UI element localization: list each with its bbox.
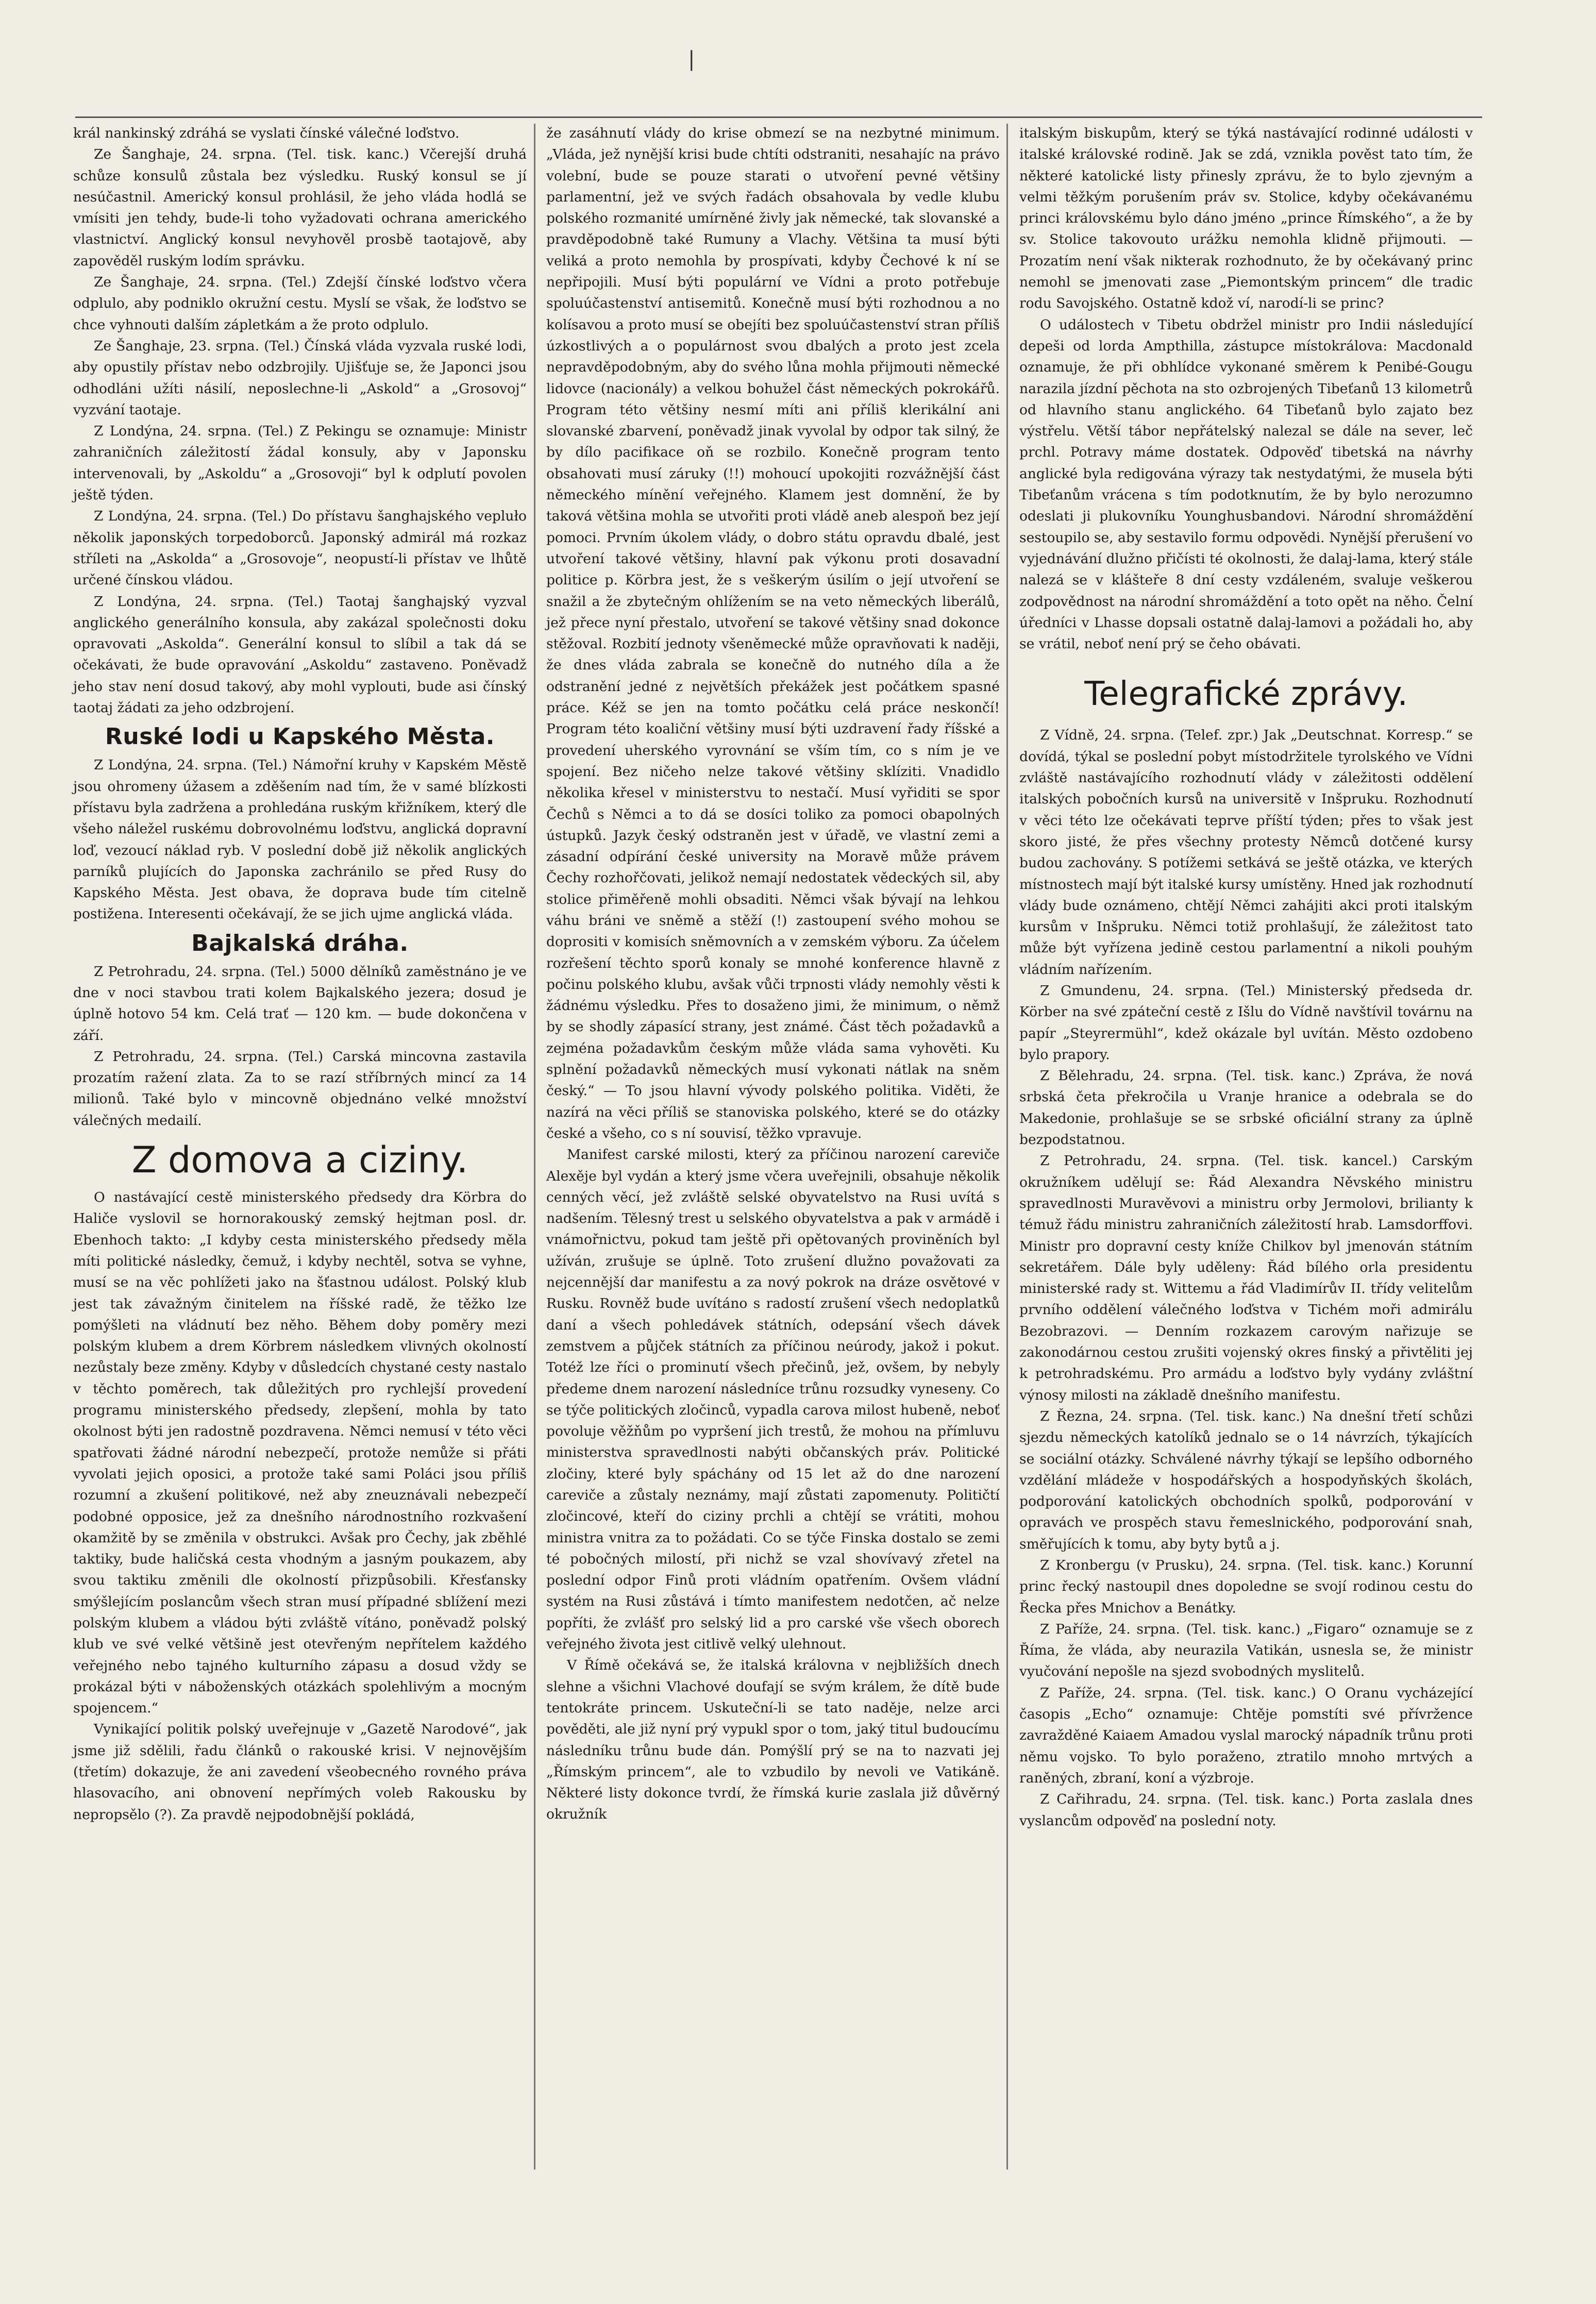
column-divider [1006,124,1008,2170]
article-paragraph: Ze Šanghaje, 24. srpna. (Tel. tisk. kanc.) Včerejší druhá schůze konsulů zůstala bez výsledku. Ruský konsul se jí nesúčastnil. Americký konsul prohlásil, že jeho vláda hodlá se vmísiti jen tehdy, bude-li toho vyžadovati ochrana amerického vlastnictví. Anglický konsul nevyhověl prosbě taotajově, aby zapověděl ruským lodím správku. [73,146,527,269]
article-paragraph: Manifest carské milosti, který za příčinou narození careviče Alexěje byl vydán a který jsme včera uveřejnili, obsahuje několik cenných věcí, jež zvláště selské obyvatelstvo na Rusi uvítá s nadšením. Tělesný trest u selského obyvatelstva a pak v armádě i vnámořnictvu, pokud tam ještě při opětovaných proviněních byl užíván, zrušuje se úplně. Toto zrušení dlužno považovati za nejcennější dar manifestu a za nový pokrok na dráze osvětové v Rusku. Rovněž bude uvítáno s radostí zrušení všech nedoplatků daní a všech pohledávek státních, odepsání všech dávek zemstvem a půjček státních za příčinou neúrody, jakož i pokut. Totéž lze říci o prominutí všech přečinů, jež, ovšem, by nebyly předeme dnem narození následníce trůnu rozsudky vyneseny. Co se týče politických zločinců, vypadla carova milost hubeně, neboť povoluje věžňům po vypršení jich trestů, že mohou na přímluvu ministerstva spravedlnosti nabýti občanských práv. Politické zločiny, které byly spáchány od 15 let až do dne narození careviče a zůstaly neznámy, mají zůstati zapomenuty. Političtí zločincové, kteří do ciziny prchli a chtějí se vrátiti, mohou ministra vnitra za to požádati. Co se týče Finska dostalo se zemi té pobočných milostí, při nichž se vzal shovívavý zřetel na poslední odpor Finů proti vládním opatřením. Ovšem vládní systém na Rusi zůstává i tímto manifestem nedotčen, ač nelze popříti, že zvlášť pro selský lid a pro carské vše všech oborech veřejného života jest citlivě velký ulehnout. [546,1147,1000,1653]
article-paragraph: Z Bělehradu, 24. srpna. (Tel. tisk. kanc.) Zpráva, že nová srbská četa překročila u Vranje hranice a odebrala se do Makedonie, prohlašuje se se srbské oficiální strany za úplně bezpodstatnou. [1019,1068,1473,1148]
article-paragraph: Z Cařihradu, 24. srpna. (Tel. tisk. kanc.) Porta zaslala dnes vyslancům odpověď na poslední noty. [1019,1791,1473,1829]
column-3 [1019,123,1473,1831]
article-paragraph: Ze Šanghaje, 23. srpna. (Tel.) Čínská vláda vyzvala ruské lodi, aby opustily přístav nebo odzbrojily. Ujišťuje se, že Japonci jsou odhodláni užíti násilí, neposlechne-li „Askold“ a „Grosovoj“ vyzvání taotaje. [73,338,527,418]
header-rule [75,116,1482,118]
article-paragraph: Z Vídně, 24. srpna. (Telef. zpr.) Jak „Deutschnat. Korresp.“ se dovídá, týkal se poslední pobyt místodržitele tyrolského ve Vídni zvláště nastávajícího rozhodnutí vlády v záležitosti oddělení italských pobočních kursů na universitě v Inšpruku. Rozhodnutí v věci této lze očekávati teprve příští týden; přes to však jest skoro jisté, že přes všechny protesty Němců dotčené kursy budou zachovány. S potížemi setkává se ještě otázka, ve kterých místnostech mají být italské kursy umístěny. Hned jak rozhodnutí vlády bude oznámeno, chtějí Němci zahájiti akci proti italským kursům v Inšpruku. Němci totiž prohlašují, že záležitost tato může být vyřízena jedině cestou parlamentní a nikoli pouhým vládním nařízením. [1019,727,1473,978]
article-paragraph: Z Gmundenu, 24. srpna. (Tel.) Ministerský předseda dr. Körber na své zpáteční cestě z Išlu do Vídně navštívil továrnu na papír „Steyrermühl“, kdež okázale byl uvítán. Město ozdobeno bylo prapory. [1019,982,1473,1063]
section-title: Z domova a ciziny. [131,1139,468,1182]
article-paragraph: Z Petrohradu, 24. srpna. (Tel. tisk. kancel.) Carským okružníkem udělují se: Řád Alexandra Něvského ministru spravedlnosti Muravěvovi a ministru orby Jermolovi, brilianty k témuž řádu ministru zahraničních záležitostí hrab. Lamsdorffovi. Ministr pro dopravní cesty kníže Chilkov byl jmenován státním sekretářem. Dále byly uděleny: Řád bílého orla presidentu ministerské rady st. Wittemu a řád Vladimírův II. třídy velitelům prvního oddělení válečného loďstva v Tichém moři admirálu Bezobrazovi. — Denním rozkazem carovým nařizuje se zakonodárnou cestou zrušiti vojenský okres finský a přivtěliti jej k petrohradskému. Pro armádu a loďstvo byly vydány zvláštní výnosy milosti na základě dnešního manifestu. [1019,1153,1473,1403]
article-paragraph: Z Petrohradu, 24. srpna. (Tel.) 5000 dělníků zaměstnáno je ve dne v noci stavbou trati kolem Bajkalského jezera; dosud je úplně hotovo 54 km. Celá trať — 120 km. — bude dokončena v září. [73,963,527,1044]
section-title: Telegrafické zprávy. [1084,675,1408,714]
column-1 [73,123,527,1825]
article-paragraph: italským biskupům, který se týká nastávající rodinné události v italské královské rodině. Jak se zdá, vznikla pověst tato tím, že některé katolické listy přinesly zprávu, že to bylo zjevným a velmi těžkým porušením práv sv. Stolice, kdyby očekávanému princi královskému bylo dáno jméno „prince Římského“, a že by sv. Stolice takovouto urážku nemohla klidně přijmouti. — Prozatím není však nikterak rozhodnuto, že by očekávaný princ nemohl se jmenovati zase „Piemontským princem“ dle tradic rodu Savojského. Ostatně kdož ví, narodí-li se princ? [1019,125,1473,312]
column-divider [534,124,535,2170]
article-paragraph: král nankinský zdráhá se vyslati čínské válečné loďstvo. [73,125,460,141]
article-paragraph: že zasáhnutí vlády do krise obmezí se na nezbytné minimum. „Vláda, jež nynější krisi bude chtíti odstraniti, nesahajíc na právo volební, bude se pouze starati o utvoření pevné většiny parlamentní, jež ve svých řadách obsahovala by vedle klubu polského rozmanité umírněné živly jak německé, tak slovanské a pravděpodobně také Rumuny a Vlachy. Většina ta musí býti veliká a proto nemohla by prospívati, kdyby Čechové k ní se nepřipojili. Musí býti populární ve Vídni a proto potřebuje spoluúčastenství antisemitů. Konečně musí býti rozhodnou a no kolísavou a proto musí se obejíti bez spoluúčastenství stran příliš úzkostlivých a o populárnost svou dbalých a proto jest zcela nepravděpodobným, aby do svého lůna mohla přijmouti německé lidovce (nacionály) a velkou bohužel část německých pokrokářů. Program této většiny nesmí míti ani příliš klerikální ani slovanské zbarvení, poněvadž jinak vyvolal by odpor tak silný, že by dílo pacifikace oň se rozbilo. Konečně program tento obsahovati musí záruky (!!) mohoucí upokojiti rozvážnější část německého mínění veřejného. Klamem jest domnění, že by taková většina mohla se utvořiti proti vládě aneb alespoň bez její pomoci. Prvním úkolem vlády, o dobro státu opravdu dbalé, jest utvoření takové většiny, hlavní pak výkonu proti dosavadní politice p. Körbra jest, že s veškerým úsilím o její utvoření se snažil a že zbytečným ohlížením se na veto německých liberálů, jež přece nyní přestalo, utvoření se takové většiny snad dokonce stěžoval. Rozbití jednoty všeněmecké může opravňovati k naději, že dnes vláda zabrala se konečně do nutného díla a že odstranění jedné z největších překážek jest počátkem spasné práce. Kéž se jen na tomto počátku celá práce neskončí! Program této koaliční většiny musí býti uzdravení řady říšské a provedení uherského vyrovnání se vším tím, co s ním je ve spojení. Bez ničeho nelze takové většiny sklíziti. Vnadidlo několika křesel v ministerstvu to nestačí. Musí vyřiditi se spor Čechů s Němci a to dá se dosíci toliko za pomoci obapolných ústupků. Jazyk český odstraněn jest v úřadě, ve vlastní zemi a zásadní odpírání české university na Moravě může právem Čechy rozhořčovati, jelikož nemají nedostatek vědeckých sil, aby stolice přiměřeně mohli obsaditi. Němci však bývají na lehkou váhu bráni ve sněmě a stěží (!) zastoupení svého mohou se doprositi v komisích sněmovních a v zemském výboru. Za účelem rozřešení těchto sporů konaly se mnohé konference hlavně z počinu polského klubu, avšak vůči trpnosti vlády nemohly věsti k žádnému výsledku. Přes to dosaženo jimi, že minimum, o němž by se shodly zápasící strany, jest známé. Část těch požadavků a zejména požadavkům českým může vláda sama vyhověti. Ku splnění požadavků německých musí vykonati nátlak na sněm český.“ — To jsou hlavní vývody polského politika. Viděti, že nazírá na věci příliš se stanoviska polského, které se do otázky české a všeho, co s ní souvisí, těžko vpravuje. [546,125,1000,1141]
article-paragraph: O událostech v Tibetu obdržel ministr pro Indii následující depeši od lorda Ampthilla, zástupce místokrálova: Macdonald oznamuje, že při obhlídce vykonané směrem k Penibé-Gougu narazila jízdní pěchota na sto ozbrojených Tibeťanů 13 kilometrů od hlavního stanu anglického. 64 Tibeťanů bylo zajato bez výstřelu. Větší tábor nepřátelský nalezal se dále na sever, leč prchl. Potravy máme dostatek. Odpověď tibetská na návrhy anglické byla redigována výrazy tak nestydatými, že musela býti Tibeťanům vrácena s tím podotknutím, že by bylo nerozumno odeslati ji plukovníku Younghusbandovi. Národní shromáždění sestoupilo se, aby sestavilo formu odpovědi. Nynější přerušení vo vyjednávání dlužno přičísti té okolnosti, že dalaj-lama, který stále nalezá se v klášteře 8 dní cesty vzdáleném, svaluje veškerou zodpovědnost na národní shromáždění a toto opět na něho. Čelní úředníci v Lhasse dopsali ostatně dalaj-lamovi a požádali ho, aby se vrátil, neboť není prý se čeho obávati. [1019,316,1473,652]
article-paragraph: O nastávající cestě ministerského předsedy dra Körbra do Haliče vyslovil se hornorakouský zemský hejtman posl. dr. Ebenhoch takto: „I kdyby cesta ministerského předsedy měla míti politické následky, čemuž, i kdyby nechtěl, sotva se vyhne, musí se na věc pohlížeti jako na šťastnou událost. Polský klub jest tak závažným činitelem na říšské radě, že těžko lze pomýšleti na vládnutí bez něho. Během doby poměry mezi polským klubem a drem Körbrem následkem vlivných okolností nezůstaly beze změny. Kdyby v důsledcích chystané cesty nastalo v těchto poměrech, tak důležitých pro rychlejší provedení programu ministerského předsedy, zlepšení, mohla by tato okolnost býti jen radostně pozdravena. Němci nemusí v této věci spatřovati žádné národní nebezpečí, protože nemůže si přáti vyvolati jejich oposici, a protože také sami Poláci jsou příliš rozumní a zkušení politikové, než aby zneuznávali nebezpečí podobné opposice, jež za dnešního národnostního rozkvašení okamžitě by se změnila v obstrukci. Avšak pro Čechy, jak zběhlé taktiky, bude haličská cesta vhodným a jasným poukazem, aby svou taktiku změnili dle okolností přizpůsobili. Křesťansky smýšlejícím poslancům všech stran musí případné sblížení mezi polským klubem a vládou býti zvláště vítáno, poněvadž polský klub ve své velké většině jest otevřeným nepřítelem každého veřejného nebo tajného kulturního zápasu a dosud vždy se prokázal býti v náboženských otázkách spolehlivým a mocným spojencem.“ [73,1189,527,1717]
article-paragraph: Z Londýna, 24. srpna. (Tel.) Z Pekingu se oznamuje: Ministr zahraničních záležitostí žádal konsuly, aby v Japonsku intervenovali, by „Askoldu“ a „Grosovoji“ byl k odplutí povolen ještě týden. [73,423,527,503]
article-paragraph: Z Londýna, 24. srpna. (Tel.) Do přístavu šanghajského vepluło několik japonských torpedoborců. Japonský admirál má rozkaz stříleti na „Askolda“ a „Grosovoje“, neopustí-li přístav ve lhůtě určené čínskou vládou. [73,508,527,588]
article-paragraph: Vynikající politik polský uveřejnuje v „Gazetě Narodové“, jak jsme již sdělili, řadu článků o rakouské krisi. V nejnovějším (třetím) dokazuje, že ani zavedení všeobecného rovného práva hlasovacího, ani obnovení nepřímých voleb Rakousku by nepropsělo (?). Za pravdě nejpodobnější pokládá, [73,1721,527,1823]
section-heading: Ruské lodi u Kapského Města. [105,724,495,750]
column-2 [546,123,1000,1825]
article-paragraph: Z Paříže, 24. srpna. (Tel. tisk. kanc.) O Oranu vycházející časopis „Echo“ oznamuje: Chtěje pomstíti své přívržence zavražděné Kaiaem Amadou vyslal marocký nápadník trůnu proti němu vojsko. To bylo poraženo, ztratilo mnoho mrtvých a raněných, zbraní, koní a výzbroje. [1019,1685,1473,1786]
article-paragraph: Ze Šanghaje, 24. srpna. (Tel.) Zdejší čínské loďstvo včera odplulo, aby podniklo okružní cestu. Myslí se však, že loďstvo se chce vyhnouti dalším zápletkám a že proto odplulo. [73,274,527,333]
article-paragraph: Z Petrohradu, 24. srpna. (Tel.) Carská mincovna zastavila prozatím ražení zlata. Za to se razí stříbrných mincí za 14 milionů. Také bylo v mincovně objednáno velké množství válečných medailí. [73,1048,527,1129]
article-paragraph: Z Řezna, 24. srpna. (Tel. tisk. kanc.) Na dnešní třetí schůzi sjezdu německých katolíků jednalo se o 14 návrzích, týkajících se sociální otázky. Schválené návrhy týkají se lepšího odborného vzdělání mládeže v hospodářských a hospodyňských školách, podporování katolických obchodních spolků, podporování v opravách ve prospěch stavu řemeslnického, podporování snah, směřujících k tomu, aby byty bytů a j. [1019,1408,1473,1552]
article-paragraph: Z Paříže, 24. srpna. (Tel. tisk. kanc.) „Figaro“ oznamuje se z Říma, že vláda, aby neurazila Vatikán, usnesla se, že ministr vyučování nepošle na sjezd svobodných myslitelů. [1019,1621,1473,1680]
article-paragraph: Z Londýna, 24. srpna. (Tel.) Námořní kruhy v Kapském Městě jsou ohromeny úžasem a zděšením nad tím, že v samé blízkosti přístavu byla zadržena a prohledána ruským křižníkem, který dle všeho náležel ruskému dobrovolnému loďstvu, anglická dopravní loď, vezoucí náklad ryb. V poslední době již několik anglických parníků plujících do Japonska zachránilo se před Rusy do Kapského Města. Jest obava, že doprava bude tím citelně postižena. Interesenti očekávají, že se jich ujme anglická vláda. [73,757,527,922]
article-paragraph: Z Kronbergu (v Prusku), 24. srpna. (Tel. tisk. kanc.) Korunní princ řecký nastoupil dnes dopoledne se svojí rodinou cestu do Řecka přes Mnichov a Benátky. [1019,1557,1473,1616]
article-paragraph: Z Londýna, 24. srpna. (Tel.) Taotaj šanghajský vyzval anglického generálního konsula, aby zakázal společnosti doku opravovati „Askolda“. Generální konsul to slíbil a tak dá se očekávati, že bude opravování „Askoldu“ zastaveno. Poněvadž jeho stav není dosud takový, aby mohl vyplouti, bude asi čínský taotaj žádati za jeho odzbrojení. [73,593,527,716]
article-paragraph: V Římě očekává se, že italská královna v nejbližších dnech slehne a všichni Vlachové doufají se svým králem, že dítě bude tentokráte princem. Uskuteční-li se tato naděje, nelze arci pověděti, ale již nyní prý vypukl spor o tom, jaký titul budoucímu následníku trůnu bude dán. Pomýšlí prý se na to nazvati jej „Římským princem“, ale to vzbudilo by nevoli ve Vatikáně. Některé listy dokonce tvrdí, že římská kurie zaslala již důvěrný okružník [546,1657,1000,1823]
top-mark: | [688,47,695,71]
section-heading: Bajkalská dráha. [191,930,409,956]
